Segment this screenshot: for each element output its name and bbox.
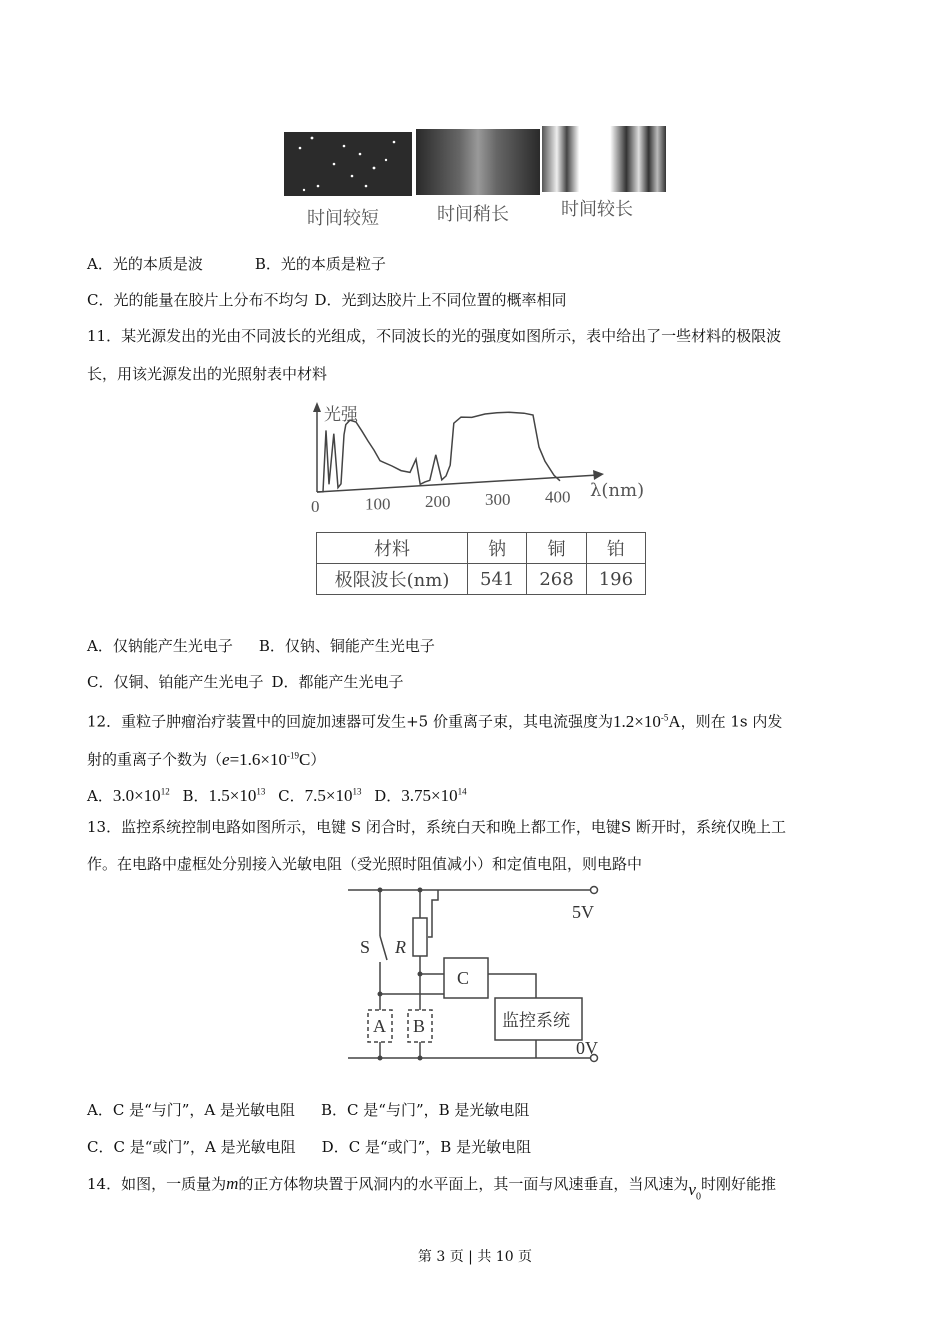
switch-s — [380, 936, 387, 960]
table-cell: 268 — [527, 564, 586, 595]
q10-option-b: B．光的本质是粒子 — [254, 255, 386, 273]
x-tick-label: 300 — [485, 489, 511, 509]
q13-stem-line2: 作。在电路中虚框处分别接入光敏电阻（受光照时阻值减小）和定值电阻，则电路中 — [87, 855, 643, 873]
q12-stem-text: 12．重粒子肿瘤治疗装置中的回旋加速器可发生+5 价重离子束，其电流强度为 — [87, 712, 613, 731]
q13-option-d: D．C 是“或门”，B 是光敏电阻 — [321, 1138, 532, 1156]
q14-stem-text: 14．如图，一质量为 — [87, 1175, 227, 1193]
wind-speed-symbol — [688, 1180, 701, 1203]
q11-option-c: C．仅铜、铂能产生光电子 — [87, 673, 264, 691]
unit: A — [668, 711, 681, 731]
x-tick-label: 200 — [425, 492, 451, 512]
x-axis-arrow — [593, 470, 604, 480]
terminal-5v — [591, 887, 598, 894]
mantissa: 7.5×10 — [304, 785, 353, 805]
option-label: A． — [87, 786, 113, 805]
resistor-r — [413, 918, 427, 956]
symbol: e — [222, 749, 230, 769]
table-cell: 196 — [586, 564, 645, 595]
mantissa: 3.0×10 — [112, 785, 161, 805]
q12-stem-line2 — [87, 745, 325, 770]
label-gate-c: C — [457, 968, 470, 988]
exponent: 13 — [256, 786, 266, 796]
q13-option-b: B．C 是“与门”，B 是光敏电阻 — [321, 1101, 530, 1119]
unit: C — [299, 749, 311, 769]
q11-option-d: D．都能产生光电子 — [271, 673, 404, 691]
q12-option-d — [374, 787, 466, 805]
y-axis-label: 光强 — [324, 405, 358, 425]
q11-option-a: A．仅钠能产生光电子 — [87, 637, 233, 655]
q13-option-a: A．C 是“与门”，A 是光敏电阻 — [87, 1101, 296, 1119]
label-resistor-r: R — [395, 937, 406, 957]
q10-option-c: C．光的能量在胶片上分布不均匀 — [87, 291, 309, 309]
q12-option-a — [87, 787, 170, 805]
exponent: 13 — [352, 786, 362, 796]
film-medium — [416, 129, 540, 195]
film-label-medium: 时间稍长 — [437, 204, 509, 225]
label-0v: 0V — [576, 1038, 598, 1058]
mantissa: 1.5×10 — [208, 785, 257, 805]
option-label: C． — [278, 786, 305, 805]
table-cell: 钠 — [468, 533, 527, 564]
spectrum-chart — [300, 400, 650, 525]
mass-symbol: m — [226, 1174, 239, 1193]
q14-stem-text: 的正方体物块置于风洞内的水平面上，其一面与风速垂直，当风速为 — [238, 1175, 689, 1193]
option-label: B． — [182, 786, 209, 805]
q14-stem-line1 — [87, 1174, 776, 1201]
x-tick-label: 0 — [311, 497, 320, 516]
film-label-short: 时间较短 — [307, 208, 379, 229]
label-box-b: B — [413, 1016, 426, 1036]
q12-options — [87, 781, 467, 806]
table-cell: 铂 — [586, 533, 645, 564]
film-long — [542, 126, 666, 192]
table-row — [317, 533, 646, 564]
option-label: D． — [374, 786, 402, 805]
q11-stem-line1: 11．某光源发出的光由不同波长的光组成，不同波长的光的强度如图所示，表中给出了一些材料的极限波 — [87, 327, 782, 345]
q13-option-c: C．C 是“或门”，A 是光敏电阻 — [87, 1138, 296, 1156]
q12-option-c — [278, 787, 361, 805]
symbol: v — [688, 1180, 696, 1199]
q12-charge-value — [222, 750, 310, 769]
label-switch-s: S — [360, 937, 371, 957]
q11-stem-line2: 长，用该光源发出的光照射表中材料 — [87, 365, 328, 383]
q13-stem-line1: 13．监控系统控制电路如图所示，电键 S 闭合时，系统白天和晚上都工作，电键S 断开时，系统仅晚上工 — [87, 818, 786, 836]
film-exposure-figure — [282, 124, 672, 199]
x-tick-label: 400 — [545, 487, 571, 507]
wire-gate-to-system — [488, 974, 536, 998]
q14-stem-text: 时刚好能推 — [700, 1175, 776, 1193]
table-cell: 极限波长(nm) — [317, 564, 468, 595]
exponent: 14 — [457, 786, 467, 796]
q10-option-a: A．光的本质是波 — [87, 255, 203, 273]
q12-stem-text: ） — [310, 750, 326, 769]
table-cell: 材料 — [317, 533, 468, 564]
q10-option-d: D．光到达胶片上不同位置的概率相同 — [314, 291, 567, 309]
x-tick-label: 100 — [365, 494, 391, 514]
q12-option-b — [182, 787, 265, 805]
table-row — [317, 564, 646, 595]
material-table — [316, 532, 646, 595]
y-axis-arrow — [313, 402, 321, 412]
label-monitor-system: 监控系统 — [502, 1011, 570, 1031]
label-5v: 5V — [572, 902, 594, 922]
exponent: -5 — [660, 712, 669, 722]
mantissa: =1.6×10 — [229, 749, 287, 769]
control-circuit-diagram — [340, 878, 630, 1073]
mantissa: 3.75×10 — [401, 785, 458, 805]
table-cell: 铜 — [527, 533, 586, 564]
exponent: 12 — [160, 786, 170, 796]
rheostat-slider — [428, 890, 438, 937]
q12-stem-line1 — [87, 707, 782, 732]
mantissa: 1.2×10 — [612, 711, 661, 731]
q12-stem-text: 射的重离子个数为（ — [87, 750, 223, 769]
q12-stem-text: ，则在 1s 内发 — [680, 712, 783, 731]
page-footer: 第 3 页 | 共 10 页 — [417, 1249, 533, 1265]
exponent: -19 — [287, 750, 299, 760]
film-label-long: 时间较长 — [561, 199, 633, 220]
label-box-a: A — [373, 1016, 386, 1036]
q11-option-b: B．仅钠、铜能产生光电子 — [258, 637, 435, 655]
subscript: 0 — [695, 1191, 701, 1203]
q12-current-value — [613, 712, 681, 731]
table-cell: 541 — [468, 564, 527, 595]
x-axis-label: λ(nm) — [590, 480, 645, 501]
